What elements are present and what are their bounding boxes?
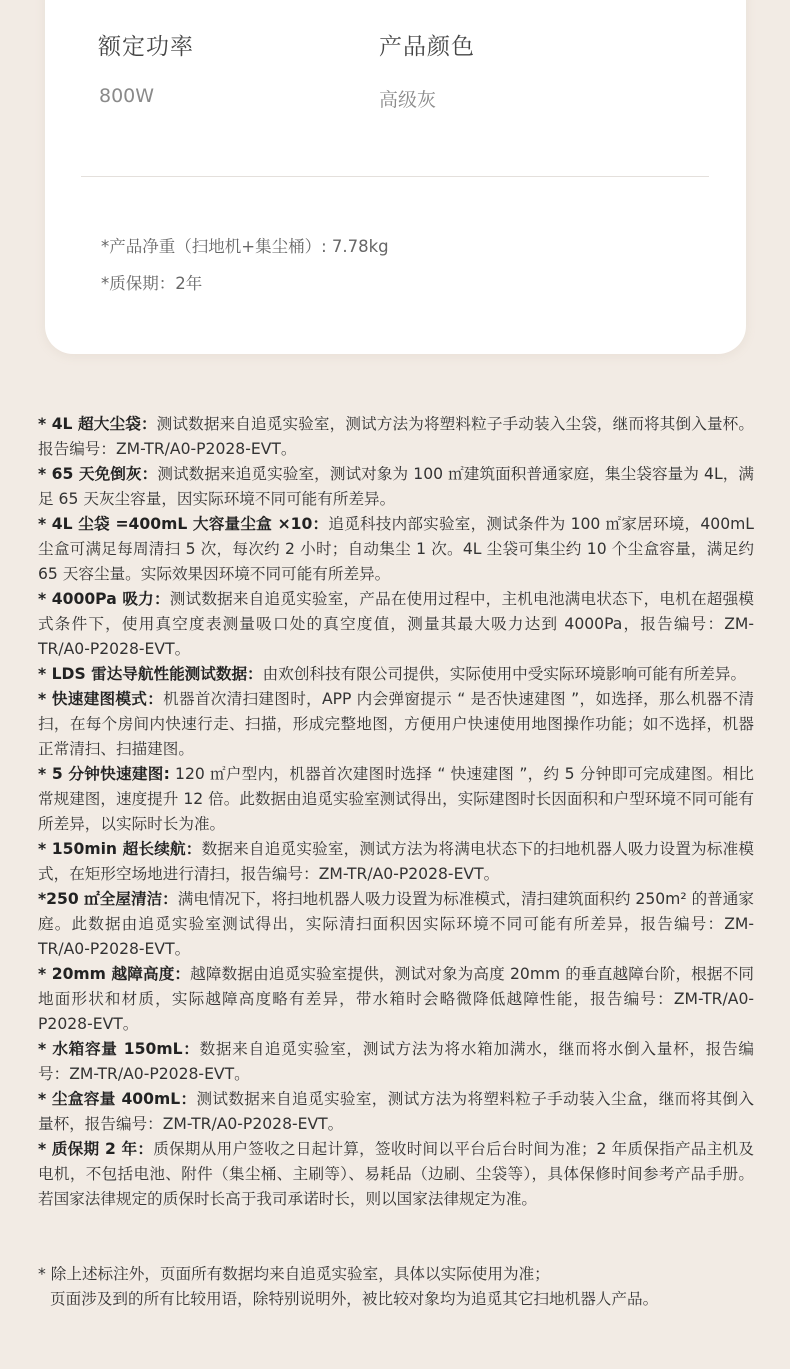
footnote-item <box>38 662 754 687</box>
footnote-title: *250 ㎡全屋清洁： <box>38 890 178 908</box>
spec-card <box>45 0 746 354</box>
footnote-title: * 4000Pa 吸力： <box>38 590 170 608</box>
footer-disclaimer <box>38 1262 754 1312</box>
footnote-text: 满电情况下，将扫地机器人吸力设置为标准模式，清扫建筑面积约 250m² 的普通家庭。此数据由追觅实验室测试得出，实际清扫面积因实际环境不同可能有所差异，报告编号：ZM-TR/A0-P2028-EVT。 <box>38 890 754 958</box>
footnote-title: * 65 天免倒灰： <box>38 465 158 483</box>
footnote-title: * 150min 超长续航： <box>38 840 202 858</box>
footnote-text: 追觅科技内部实验室，测试条件为 100 ㎡家居环境，400mL 尘盒可满足每周清扫 5 次，每次约 2 小时；自动集尘 1 次。4L 尘袋可集尘约 10 个尘盒容量，满足约 65 天容尘量。实际效果因环境不同可能有所差异。 <box>38 515 754 583</box>
net-weight-note: *产品净重（扫地机+集尘桶）: 7.78kg <box>101 237 389 256</box>
footnote-title: * 4L 超大尘袋： <box>38 415 157 433</box>
footnote-text: 测试数据来自追觅实验室，测试方法为将塑料粒子手动装入尘盒，继而将其倒入量杯，报告编号：ZM-TR/A0-P2028-EVT。 <box>38 1090 754 1133</box>
footnote-item <box>38 1037 754 1087</box>
footnote-item <box>38 887 754 962</box>
footnote-text: 数据来自追觅实验室，测试方法为将水箱加满水，继而将水倒入量杯，报告编号：ZM-TR/A0-P2028-EVT。 <box>38 1040 754 1083</box>
footnote-item <box>38 587 754 662</box>
footnote-item <box>38 837 754 887</box>
footnote-text: 越障数据由追觅实验室提供，测试对象为高度 20mm 的垂直越障台阶，根据不同地面形状和材质，实际越障高度略有差异，带水箱时会略微降低越障性能，报告编号：ZM-TR/A0-P2028-EVT。 <box>38 965 754 1033</box>
spec-label-color: 产品颜色 <box>379 34 475 60</box>
footer-line: 页面涉及到的所有比较用语，除特别说明外，被比较对象均为追觅其它扫地机器人产品。 <box>50 1290 659 1308</box>
footer-line: * 除上述标注外，页面所有数据均来自追觅实验室，具体以实际使用为准； <box>38 1265 550 1283</box>
footnote-title: * LDS 雷达导航性能测试数据： <box>38 665 263 683</box>
footnote-item <box>38 762 754 837</box>
warranty-note: *质保期：2年 <box>101 274 203 293</box>
footnote-title: * 20mm 越障高度： <box>38 965 191 983</box>
footnote-text: 质保期从用户签收之日起计算，签收时间以平台后台时间为准；2 年质保指产品主机及电机，不包括电池、附件（集尘桶、主刷等）、易耗品（边刷、尘袋等），具体保修时间参考产品手册。若国家法律规定的质保时长高于我司承诺时长，则以国家法律规定为准。 <box>38 1140 754 1208</box>
footnote-text: 机器首次清扫建图时，APP 内会弹窗提示 “ 是否快速建图 ”，如选择，那么机器不清扫，在每个房间内快速行走、扫描，形成完整地图，方便用户快速使用地图操作功能；如不选择，机器正常清扫、扫描建图。 <box>38 690 754 758</box>
footnote-item <box>38 512 754 587</box>
footnote-item <box>38 1137 754 1212</box>
footnote-title: * 5 分钟快速建图: <box>38 765 170 783</box>
footnote-text: 由欢创科技有限公司提供，实际使用中受实际环境影响可能有所差异。 <box>262 665 747 683</box>
spec-value-color: 高级灰 <box>379 89 437 111</box>
footnote-title: * 质保期 2 年： <box>38 1140 154 1158</box>
footnote-item <box>38 962 754 1037</box>
footnote-text: 测试数据来追觅实验室，测试对象为 100 ㎡建筑面积普通家庭，集尘袋容量为 4L，满足 65 天灰尘容量，因实际环境不同可能有所差异。 <box>38 465 755 508</box>
footnote-title: * 尘盒容量 400mL： <box>38 1090 197 1108</box>
footnote-title: * 4L 尘袋 =400mL 大容量尘盒 ×10： <box>38 515 329 533</box>
divider <box>81 176 709 177</box>
footnote-title: * 快速建图模式： <box>38 690 164 708</box>
footnote-item <box>38 462 754 512</box>
footnote-text: 测试数据来自追觅实验室，测试方法为将塑料粒子手动装入尘袋，继而将其倒入量杯。报告编号：ZM-TR/A0-P2028-EVT。 <box>38 415 754 458</box>
footnotes-list <box>38 412 754 1212</box>
footnote-text: 数据来自追觅实验室，测试方法为将满电状态下的扫地机器人吸力设置为标准模式，在矩形空场地进行清扫，报告编号：ZM-TR/A0-P2028-EVT。 <box>38 840 754 883</box>
footnote-item <box>38 412 754 462</box>
footnote-text: 测试数据来自追觅实验室，产品在使用过程中，主机电池满电状态下，电机在超强模式条件下，使用真空度表测量吸口处的真空度值，测量其最大吸力达到 4000Pa，报告编号：ZM-TR/A0-P2028-EVT。 <box>38 590 754 658</box>
footnote-title: * 水箱容量 150mL： <box>38 1040 200 1058</box>
footnote-text: 120 ㎡户型内，机器首次建图时选择 “ 快速建图 ”，约 5 分钟即可完成建图。相比常规建图，速度提升 12 倍。此数据由追觅实验室测试得出，实际建图时长因面积和户型环境不同可能有所差异，以实际时长为准。 <box>38 765 754 833</box>
spec-value-power: 800W <box>99 85 155 107</box>
footnote-item <box>38 1087 754 1137</box>
footnote-item <box>38 687 754 762</box>
spec-label-power: 额定功率 <box>98 34 194 60</box>
